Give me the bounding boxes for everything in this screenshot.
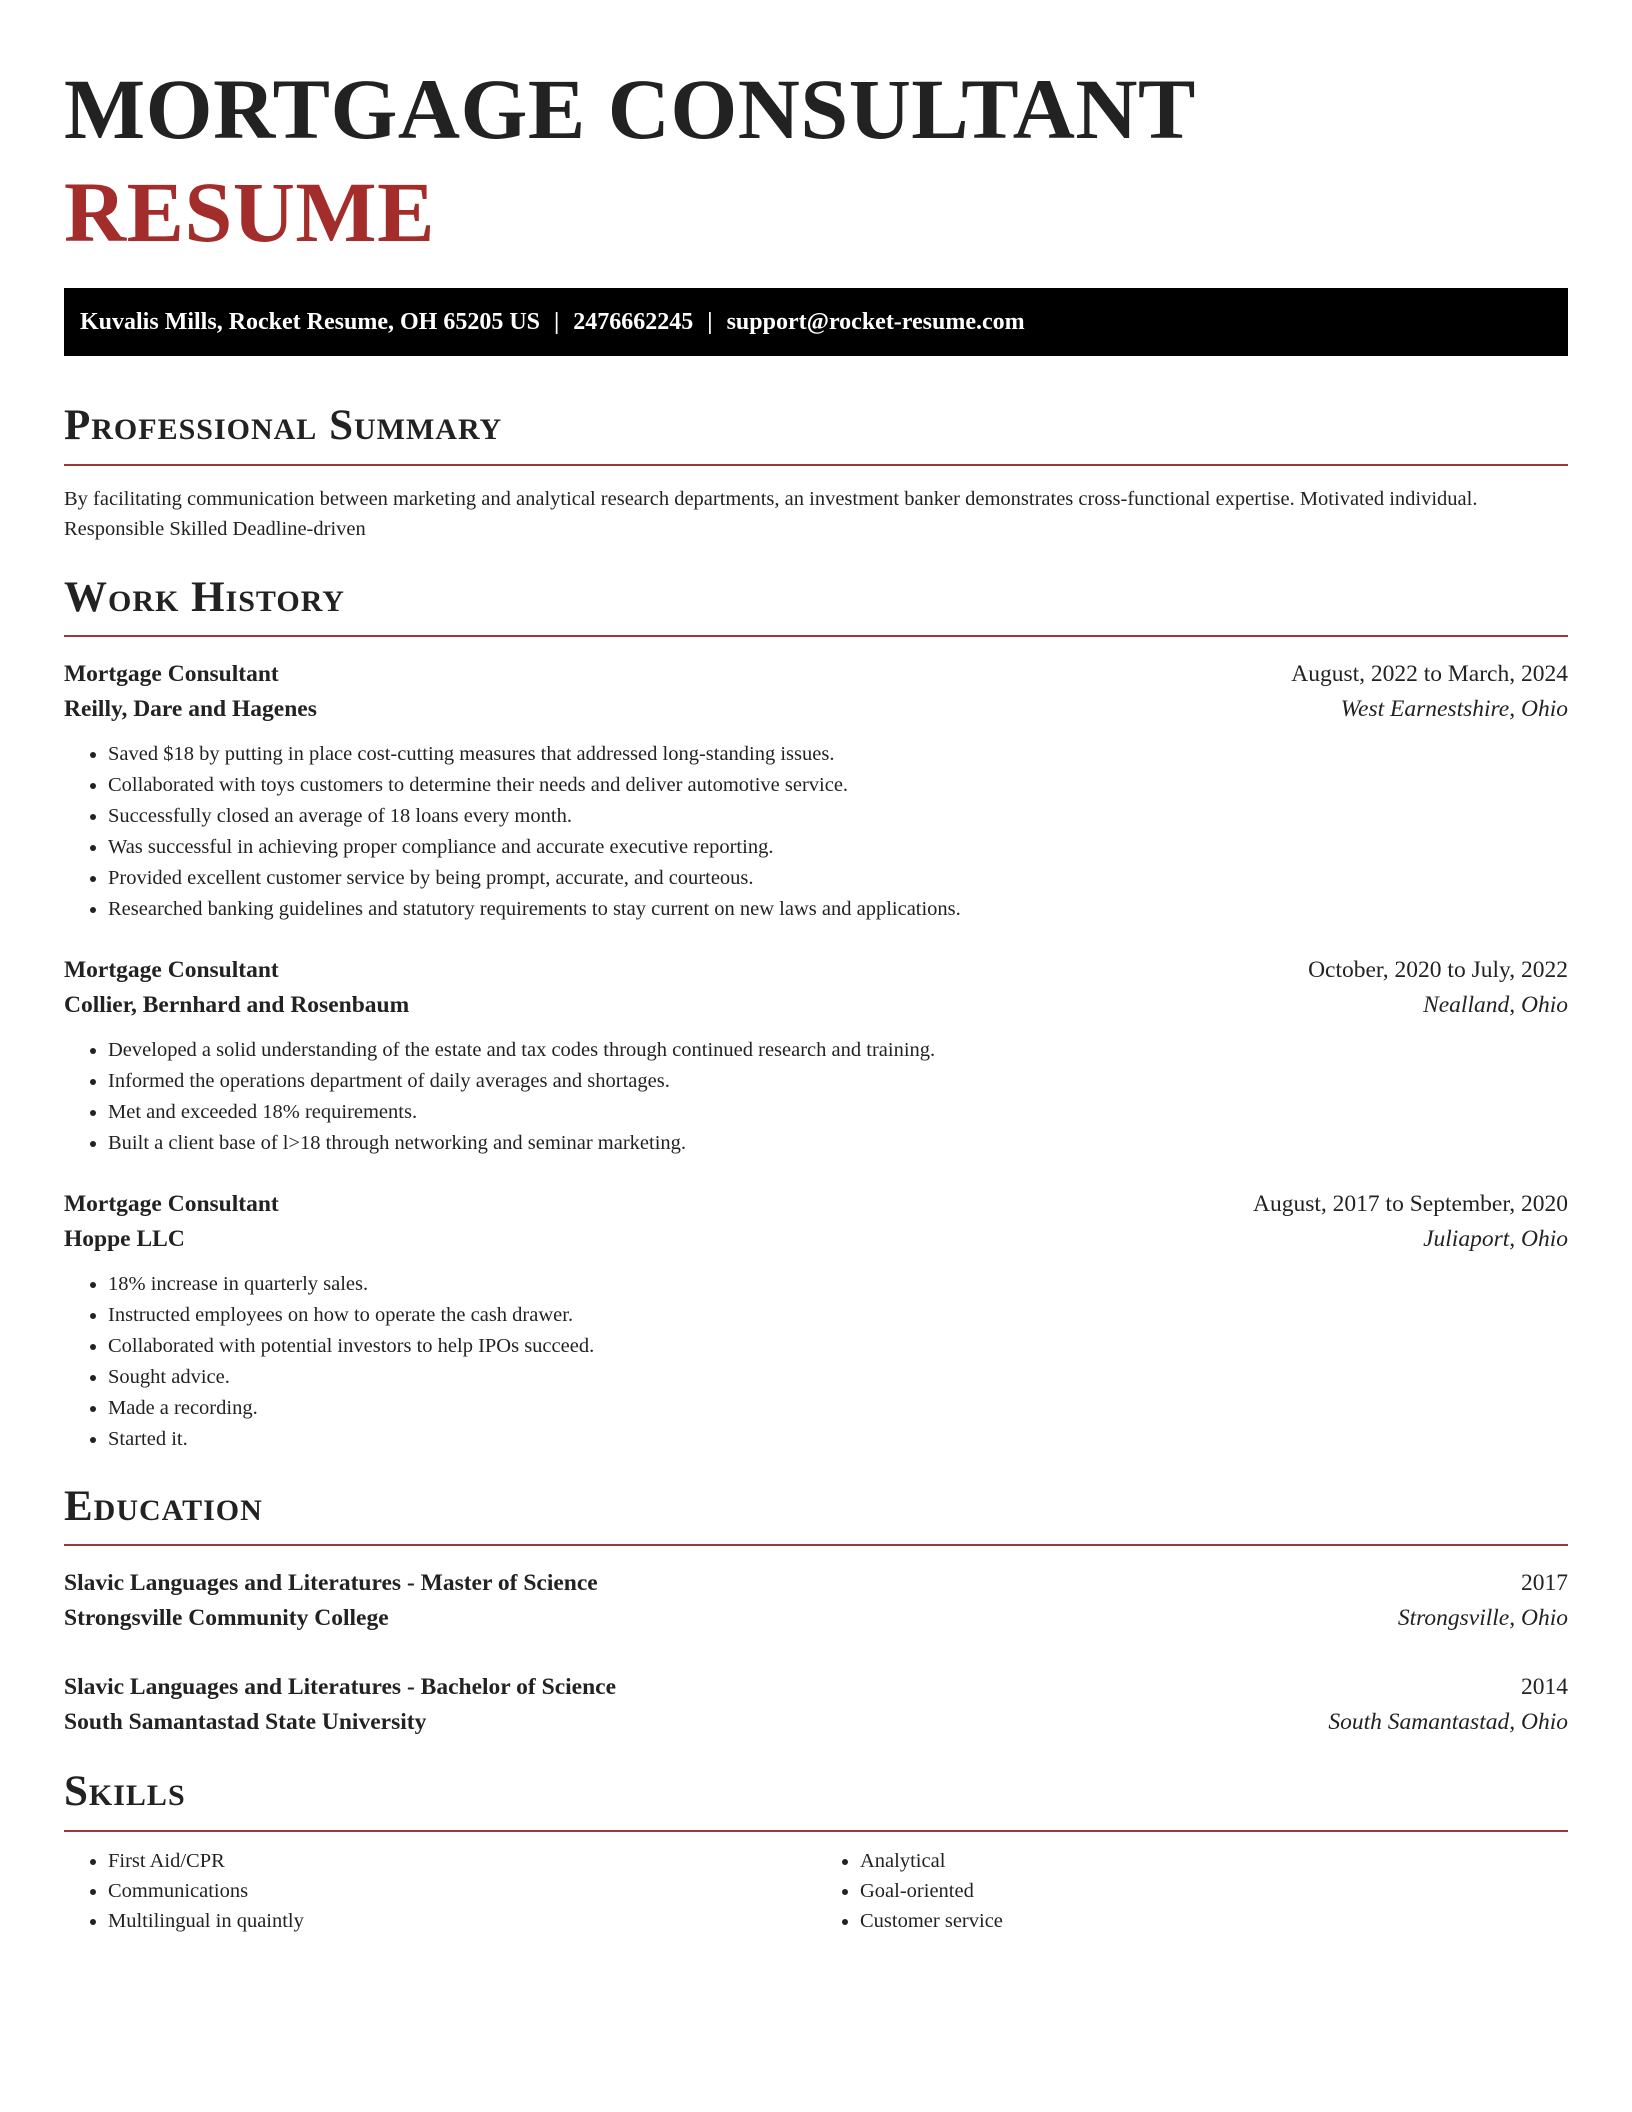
job-title: Mortgage Consultant — [64, 660, 279, 687]
skills-list-left — [64, 1846, 816, 1936]
education-year: 2014 — [1521, 1674, 1568, 1701]
contact-separator: | — [707, 308, 713, 335]
list-item: • Customer service — [860, 1906, 1568, 1936]
education-location: Strongsville, Ohio — [1397, 1605, 1568, 1632]
list-item: • Sought advice. — [108, 1362, 1568, 1393]
list-item: • Built a client base of l>18 through networking and seminar marketing. — [108, 1128, 1568, 1159]
list-item: • Made a recording. — [108, 1393, 1568, 1424]
education-entry — [64, 1566, 1568, 1636]
education-school: South Samantastad State University — [64, 1709, 427, 1736]
list-item: • Met and exceeded 18% requirements. — [108, 1097, 1568, 1128]
job-bullets — [64, 739, 1568, 925]
summary-text: By facilitating communication between marketing and analytical research departments, an investment banker demonstrates cross-functional expertise. Motivated individual. Responsible Skilled Deadline-driven — [64, 487, 1478, 540]
list-item: • Multilingual in quaintly — [108, 1906, 816, 1936]
list-item: • Started it. — [108, 1424, 1568, 1455]
work-history-section — [64, 574, 1568, 1455]
job-dates: August, 2017 to September, 2020 — [1253, 1190, 1568, 1217]
contact-email[interactable]: support@rocket-resume.com — [726, 308, 1025, 335]
list-item: • First Aid/CPR — [108, 1846, 816, 1876]
list-item: • Communications — [108, 1876, 816, 1906]
job-location: Juliaport, Ohio — [1423, 1225, 1568, 1252]
job-dates: August, 2022 to March, 2024 — [1291, 660, 1568, 687]
job-location: West Earnestshire, Ohio — [1340, 695, 1568, 722]
list-item: • Successfully closed an average of 18 loans every month. — [108, 801, 1568, 832]
list-item: • Provided excellent customer service by being prompt, accurate, and courteous. — [108, 863, 1568, 894]
job-entry — [64, 1187, 1568, 1455]
contact-address: Kuvalis Mills, Rocket Resume, OH 65205 US — [80, 308, 540, 335]
list-item: • Saved $18 by putting in place cost-cutting measures that addressed long-standing issues. — [108, 739, 1568, 770]
resume-title — [64, 0, 1568, 264]
section-divider — [64, 1544, 1568, 1546]
contact-bar — [64, 288, 1568, 356]
title-accent: RESUME — [64, 164, 435, 261]
list-item: • Instructed employees on how to operate the cash drawer. — [108, 1300, 1568, 1331]
job-company: Collier, Bernhard and Rosenbaum — [64, 991, 410, 1018]
list-item: • Informed the operations department of daily averages and shortages. — [108, 1066, 1568, 1097]
job-bullets — [64, 1269, 1568, 1455]
section-heading: Skills — [64, 1768, 186, 1816]
contact-separator: | — [554, 308, 560, 335]
section-divider — [64, 635, 1568, 637]
list-item: • Goal-oriented — [860, 1876, 1568, 1906]
job-title: Mortgage Consultant — [64, 1190, 279, 1217]
education-degree: Slavic Languages and Literatures - Bachelor of Science — [64, 1674, 617, 1701]
skills-list-right — [816, 1846, 1568, 1936]
list-item: • Researched banking guidelines and statutory requirements to stay current on new laws and applications. — [108, 894, 1568, 925]
section-divider — [64, 1830, 1568, 1832]
education-entry — [64, 1670, 1568, 1740]
list-item: • Developed a solid understanding of the estate and tax codes through continued research and training. — [108, 1035, 1568, 1066]
education-year: 2017 — [1521, 1570, 1568, 1597]
job-entry — [64, 657, 1568, 925]
job-title: Mortgage Consultant — [64, 956, 279, 983]
list-item: • Analytical — [860, 1846, 1568, 1876]
list-item: • 18% increase in quarterly sales. — [108, 1269, 1568, 1300]
education-section — [64, 1483, 1568, 1740]
skills-columns — [64, 1846, 1568, 1936]
job-company: Reilly, Dare and Hagenes — [64, 695, 317, 722]
section-heading: Professional Summary — [64, 402, 503, 450]
education-location: South Samantastad, Ohio — [1328, 1709, 1568, 1736]
job-entry — [64, 953, 1568, 1159]
contact-phone: 2476662245 — [573, 308, 694, 335]
professional-summary-section — [64, 402, 1568, 543]
title-main: MORTGAGE CONSULTANT — [64, 61, 1195, 157]
section-heading: Education — [64, 1482, 263, 1530]
skills-section — [64, 1768, 1568, 1935]
job-dates: October, 2020 to July, 2022 — [1308, 956, 1568, 983]
education-degree: Slavic Languages and Literatures - Master of Science — [64, 1570, 598, 1597]
job-location: Nealland, Ohio — [1423, 991, 1568, 1018]
section-heading: Work History — [64, 573, 345, 621]
job-company: Hoppe LLC — [64, 1225, 185, 1252]
job-bullets — [64, 1035, 1568, 1159]
list-item: • Collaborated with potential investors to help IPOs succeed. — [108, 1331, 1568, 1362]
list-item: • Collaborated with toys customers to determine their needs and deliver automotive service. — [108, 770, 1568, 801]
section-divider — [64, 464, 1568, 466]
education-school: Strongsville Community College — [64, 1605, 389, 1632]
list-item: • Was successful in achieving proper compliance and accurate executive reporting. — [108, 832, 1568, 863]
